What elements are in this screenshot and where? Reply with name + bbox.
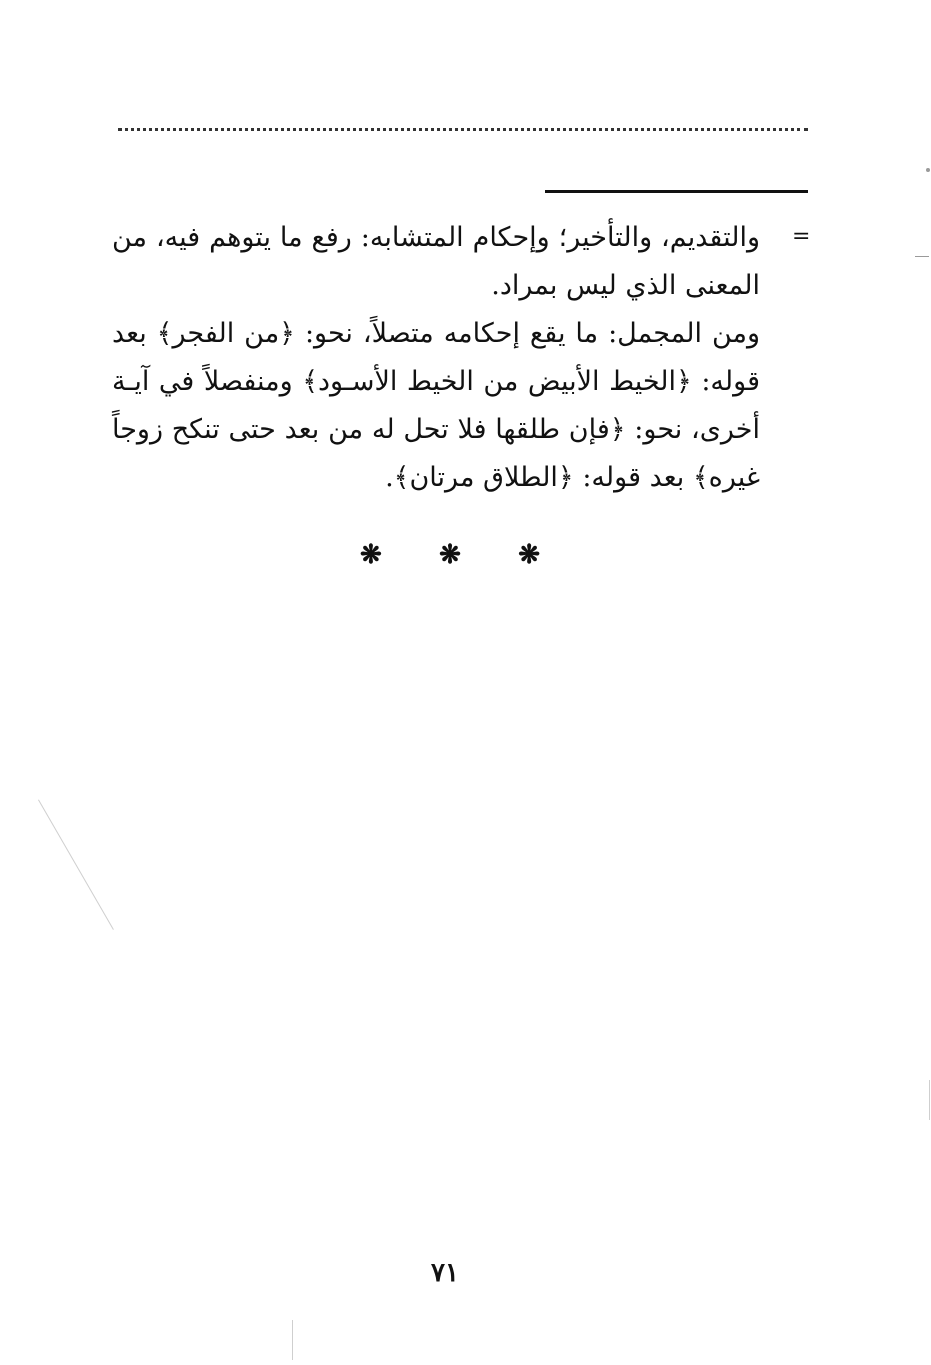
- footnote-body: [112, 214, 760, 502]
- asterism-icon: ❋: [439, 540, 461, 570]
- asterism-icon: ❋: [518, 540, 540, 570]
- footnote-separator-line: [545, 190, 808, 193]
- section-separator: [360, 540, 540, 570]
- footnote-paragraph-1: والتقديم، والتأخير؛ وإحكام المتشابه: رفع ما يتوهم فيه، من المعنى الذي ليس بمراد.: [112, 222, 760, 301]
- scan-artifact-mark: [926, 168, 930, 172]
- footnote-paragraph-2: ومن المجمل: ما يقع إحكامه متصلاً، نحو: ﴿من الفجر﴾ بعد قوله: ﴿الخيط الأبيض من الخيط الأسـود﴾ ومنفصلاً في آيـة أخرى، نحو: ﴿فإن طلقها فلا تحل له من بعد حتى تنكح زوجاً غيره﴾ بعد قوله: ﴿الطلاق مرتان﴾.: [112, 318, 760, 493]
- scan-artifact-mark: [38, 800, 114, 930]
- scan-artifact-mark: [915, 256, 929, 257]
- scan-artifact-mark: [292, 1320, 293, 1360]
- footnote-continuation-mark: =: [792, 224, 811, 249]
- page-number: ٧١: [431, 1258, 459, 1288]
- header-dotted-rule: [118, 128, 808, 131]
- scan-artifact-mark: [929, 1080, 930, 1120]
- asterism-icon: ❋: [360, 540, 382, 570]
